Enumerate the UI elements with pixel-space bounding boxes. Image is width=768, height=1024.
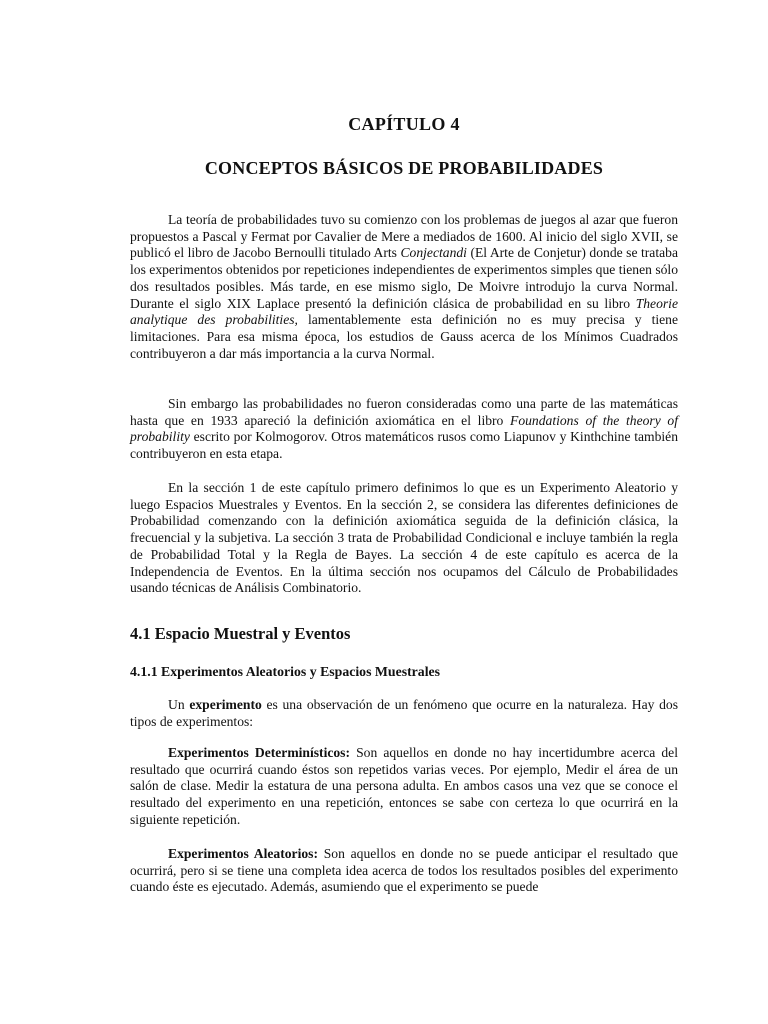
text-run: Sin embargo las probabilidades no fueron consideradas como una parte de las matemáticas hasta que en 1933 apareció la definición axiomática en el libro <box>130 396 678 428</box>
text-run: lamentablemente esta definición no es muy precisa y tiene limitaciones. Para esa misma época, los estudios de Gauss acerca de los Mínimos Cuadrados contribuyeron a dar más importancia a la curva Normal. <box>130 312 678 361</box>
text-run: (El Arte de Conjetur) donde se trataba los experimentos obtenidos por repeticiones independientes de experimentos simples que tienen sólo dos resultados posibles. Más tarde, en ese mismo siglo, De Moivre introdujo la curva Normal. Durante el siglo XIX Laplace presentó la definición clásica de probabilidad en su libro <box>130 245 678 311</box>
intro-paragraph-outline <box>130 480 678 597</box>
text-run: En la sección 1 de este capítulo primero definimos lo que es un Experimento Aleatorio y luego Espacios Muestrales y Eventos. En la sección 2, se considera las diferentes definiciones de Probabilidad comenzando con la definición axiomática seguida de la definición clásica, la frecuencial y la subjetiva. La sección 3 trata de Probabilidad Condicional e incluye también la regla de Probabilidad Total y la Regla de Bayes. La sección 4 de este capítulo es acerca de la Independencia de Eventos. En la última sección nos ocupamos del Cálculo de Probabilidades usando técnicas de Análisis Combinatorio. <box>130 480 678 596</box>
paragraph-random <box>130 846 678 896</box>
chapter-title: CONCEPTOS BÁSICOS DE PROBABILIDADES <box>204 158 604 178</box>
book-title-theorie: Theorie analytique des probabilities, <box>130 295 678 328</box>
chapter-number: CAPÍTULO 4 <box>348 114 460 134</box>
text-run: es una observación de un fenómeno que ocurre en la naturaleza. Hay dos tipos de experimentos: <box>130 697 678 729</box>
intro-paragraph-kolmogorov <box>130 396 678 463</box>
text-run: Un <box>168 697 190 712</box>
subsection-heading: 4.1.1 Experimentos Aleatorios y Espacios Muestrales <box>130 664 441 679</box>
document-page <box>130 0 678 1024</box>
term-aleatorios: Experimentos Aleatorios: <box>168 846 318 861</box>
term-experimento: experimento <box>189 697 262 712</box>
paragraph-experiment-definition <box>130 697 678 730</box>
text-run: Son aquellos en donde no se puede anticipar el resultado que ocurrirá, pero si se tiene una completa idea acerca de todos los resultados posibles del experimento cuando éste es ejecutado. Además, asumiendo que el experimento se puede <box>130 846 678 895</box>
book-title-conjectandi: Conjectandi <box>400 245 467 261</box>
intro-paragraph-history <box>130 212 678 362</box>
term-deterministicos: Experimentos Determinísticos: <box>168 745 351 760</box>
paragraph-deterministic <box>130 745 678 829</box>
text-run: escrito por Kolmogorov. Otros matemáticos rusos como Liapunov y Kinthchine también contribuyeron en esta etapa. <box>130 429 678 462</box>
text-run: Son aquellos en donde no hay incertidumbre acerca del resultado que ocurrirá cuando éstos son repetidos varias veces. Por ejemplo, Medir el área de un salón de clase. Medir la estatura de una persona adulta. En ambos casos una vez que se conoce el resultado del experimento en una repetición, entonces se sabe con certeza lo que ocurrirá en la siguiente repetición. <box>130 745 678 827</box>
section-heading: 4.1 Espacio Muestral y Eventos <box>130 624 351 643</box>
text-run: La teoría de probabilidades tuvo su comienzo con los problemas de juegos al azar que fueron propuestos a Pascal y Fermat por Cavalier de Mere a mediados de 1600. Al inicio del siglo XVII, se publicó el libro de Jacobo Bernoulli titulado Arts <box>130 212 678 261</box>
book-title-foundations: Foundations of the theory of probability <box>130 412 678 445</box>
